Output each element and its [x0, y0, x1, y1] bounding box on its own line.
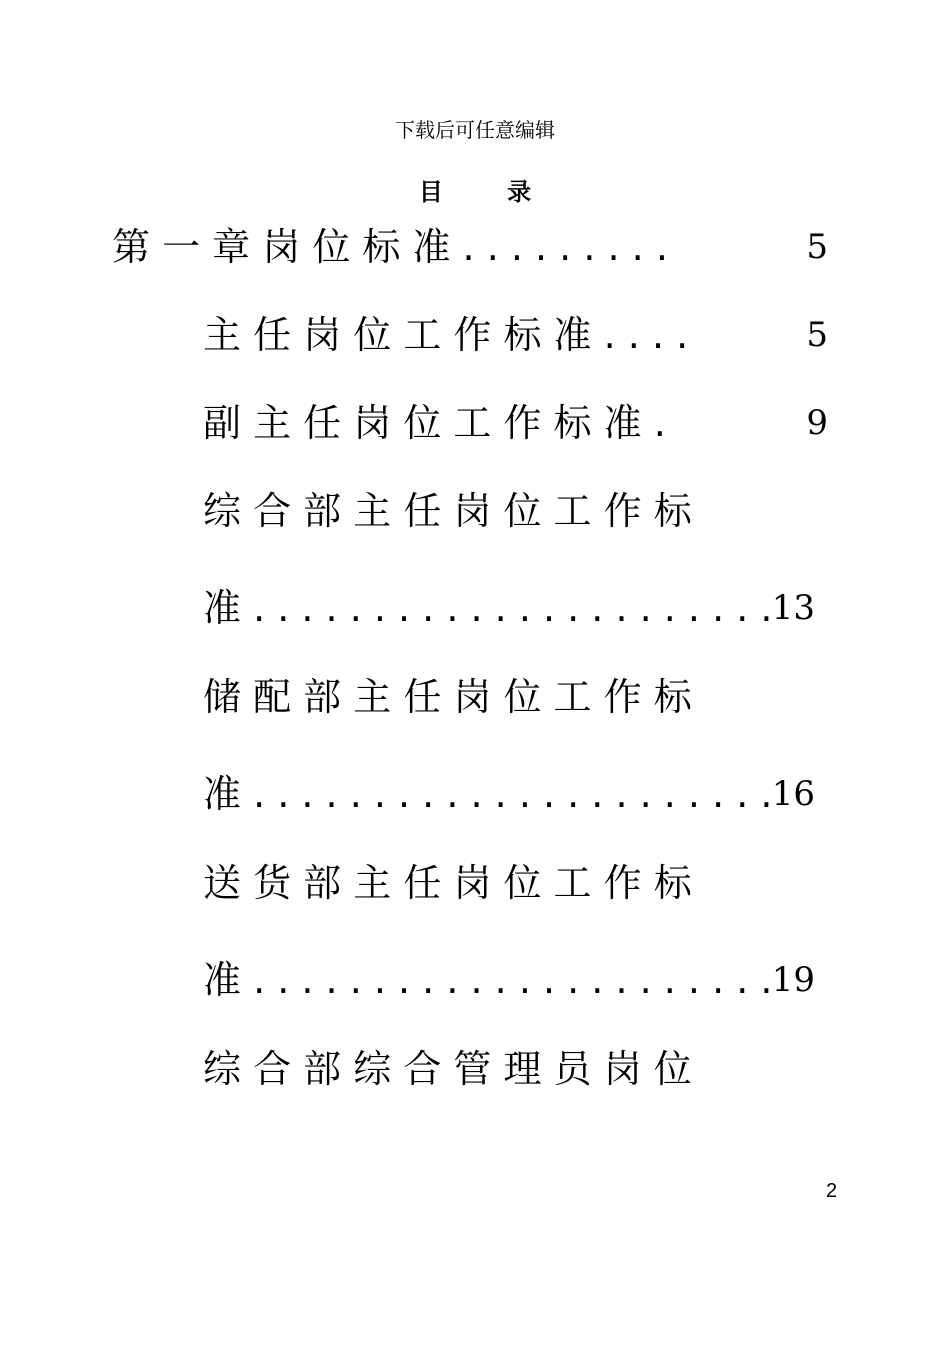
toc-entry-page: 5	[806, 315, 828, 355]
toc-entry-text: 准 . . . . . . . . . . . . . . . . . . . . . .	[203, 958, 773, 1002]
download-note: 下载后可任意编辑	[395, 118, 555, 142]
toc-entry-delivery-dept-head	[203, 858, 828, 908]
toc-entry-text: 主 任 岗 位 工 作 标 准 . . . .	[203, 313, 689, 357]
toc-entry-page: 5	[806, 227, 828, 267]
toc-title: 目 录	[418, 177, 560, 206]
toc-entry-text: 准 . . . . . . . . . . . . . . . . . . . . . .	[203, 586, 773, 630]
toc-entry-deputy-director	[203, 398, 828, 448]
toc-entry-page: 9	[806, 403, 828, 443]
toc-entry-general-dept-head-cont	[203, 583, 815, 633]
page-number: 2	[826, 1180, 838, 1202]
toc-entry-text: 储 配 部 主 任 岗 位 工 作 标	[203, 675, 692, 719]
toc-entry-text: 副 主 任 岗 位 工 作 标 准 .	[203, 401, 666, 445]
toc-entry-general-dept-head	[203, 486, 828, 536]
toc-entry-text: 第 一 章 岗 位 标 准 . . . . . . . . .	[112, 225, 668, 269]
toc-entry-page: 16	[771, 774, 815, 814]
toc-entry-storage-dept-head-cont	[203, 769, 815, 819]
toc-entry-director	[203, 310, 828, 360]
toc-entry-page: 13	[771, 588, 815, 628]
toc-entry-chapter-1	[112, 222, 828, 272]
toc-entry-text: 综 合 部 主 任 岗 位 工 作 标	[203, 489, 692, 533]
toc-entry-general-admin	[203, 1044, 828, 1094]
toc-entry-delivery-dept-head-cont	[203, 955, 815, 1005]
toc-entry-storage-dept-head	[203, 672, 828, 722]
toc-entry-text: 准 . . . . . . . . . . . . . . . . . . . . . .	[203, 772, 773, 816]
toc-entry-text: 送 货 部 主 任 岗 位 工 作 标	[203, 861, 692, 905]
toc-entry-text: 综 合 部 综 合 管 理 员 岗 位	[203, 1047, 692, 1091]
toc-entry-page: 19	[771, 960, 815, 1000]
